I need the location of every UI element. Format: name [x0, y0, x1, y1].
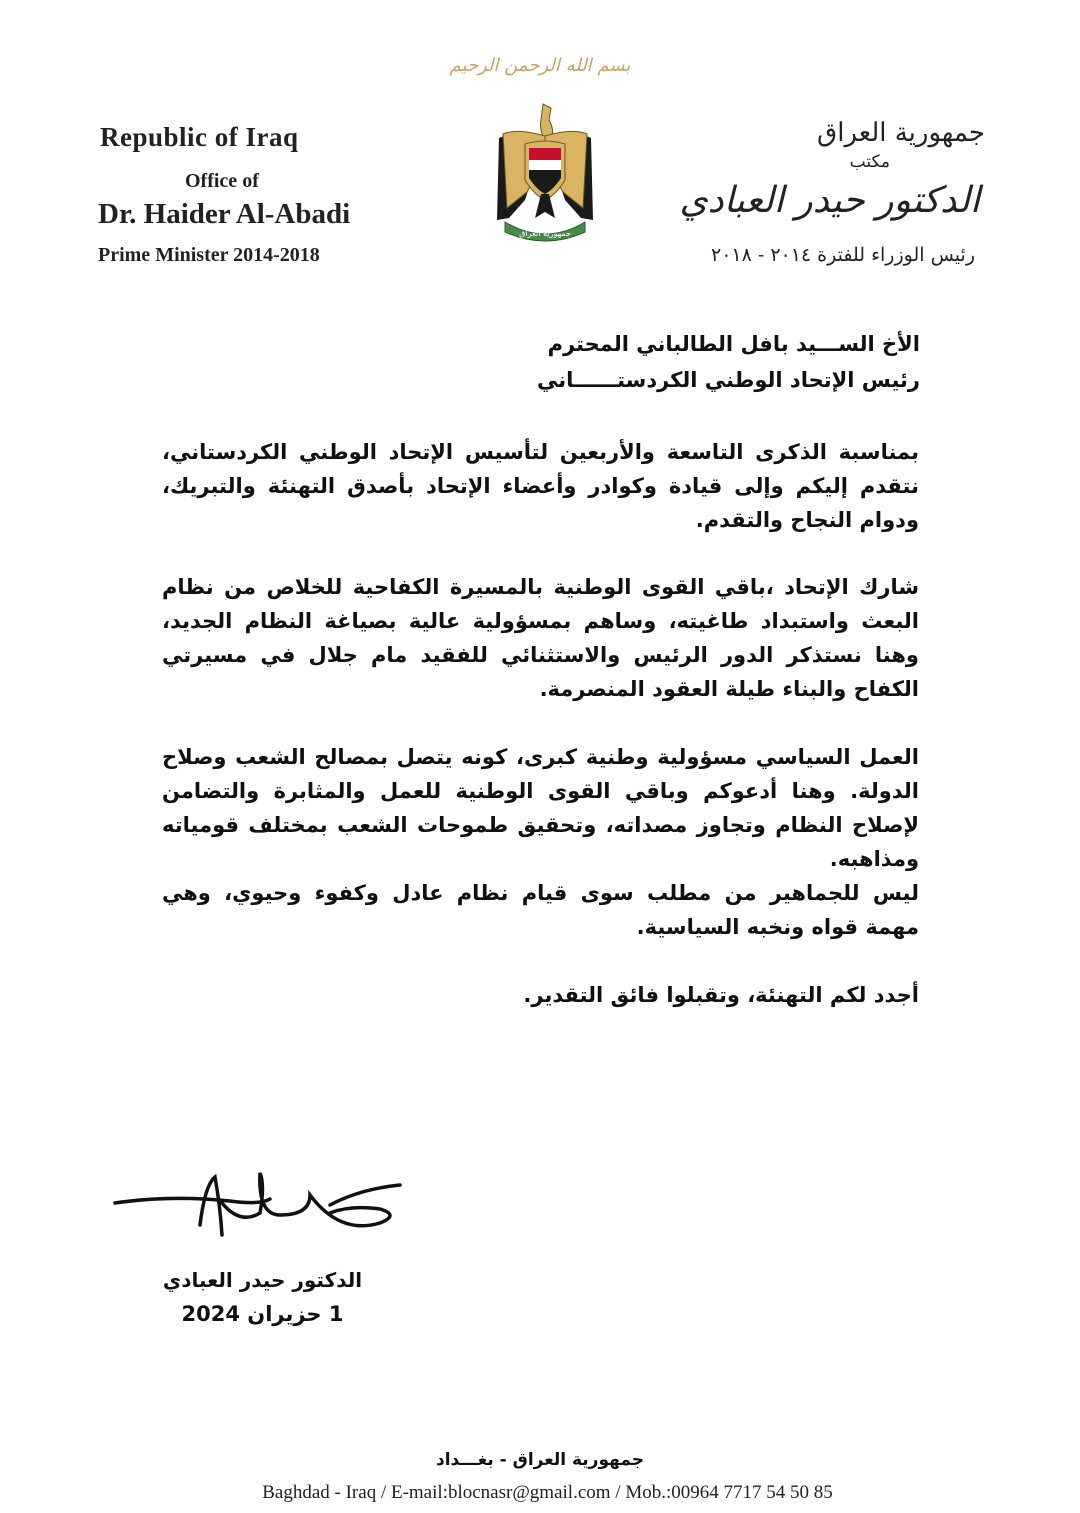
- letter-date: 1 حزيران 2024: [181, 1302, 344, 1326]
- letterhead-name-en: Dr. Haider Al-Abadi: [98, 198, 351, 230]
- handwritten-signature: [110, 1165, 410, 1255]
- emblem-label: جمهورية العراق: [519, 229, 571, 238]
- letter-paragraph: أجدد لكم التهنئة، وتقبلوا فائق التقدير.: [523, 983, 919, 1007]
- letter-paragraph: بمناسبة الذكرى التاسعة والأربعين لتأسيس الإتحاد الوطني الكردستاني، نتقدم إليكم وإلى قيادة وكوادر وأعضاء الإتحاد بأصدق التهنئة والتبريك، ودوام النجاح والتقدم.: [162, 440, 919, 532]
- letterhead-office-ar: مكتب: [849, 152, 890, 172]
- salutation-position: رئيس الإتحاد الوطني الكردستــــــاني: [537, 368, 920, 392]
- letter-paragraph: العمل السياسي مسؤولية وطنية كبرى، كونه يتصل بمصالح الشعب وصلاح الدولة. وهنا أدعوكم وباقي القوى الوطنية للعمل والمثابرة والتضامن لإصلاح النظام وتجاوز مصداته، وتحقيق طموحات الشعب بمختلف قومياته ومذاهبه.: [162, 745, 919, 871]
- letter-paragraph: شارك الإتحاد ،باقي القوى الوطنية بالمسيرة الكفاحية للخلاص من نظام البعث واستبداد طاغيته، وساهم بمسؤولية عالية بصياغة النظام الجديد، وهنا نستذكر الدور الرئيس والاستثنائي للفقيد مام جلال في مسيرتي الكفاح والبناء طيلة العقود المنصرمة.: [162, 575, 919, 701]
- basmala-calligraphy: بسم الله الرحمن الرحيم: [449, 55, 631, 76]
- letterhead-name-ar: الدكتور حيدر العبادي: [679, 180, 980, 221]
- letterhead-title-ar: رئيس الوزراء للفترة ٢٠١٤ - ٢٠١٨: [710, 244, 975, 266]
- signer-name: الدكتور حيدر العبادي: [162, 1268, 363, 1292]
- letter-paragraph: ليس للجماهير من مطلب سوى قيام نظام عادل وكفوء وحيوي، وهي مهمة قواه ونخبه السياسية.: [162, 881, 919, 939]
- letterhead-title-en: Prime Minister 2014-2018: [98, 244, 320, 266]
- letterhead-office-en: Office of: [185, 170, 259, 192]
- letterhead-country-en: Republic of Iraq: [100, 122, 299, 152]
- iraq-eagle-emblem-icon: [495, 100, 595, 248]
- letterhead-country-ar: جمهورية العراق: [817, 118, 985, 148]
- footer-address-ar: جمهورية العراق - بغـــداد: [435, 1450, 644, 1470]
- footer-contact-en: Baghdad - Iraq / E-mail:blocnasr@gmail.com / Mob.:00964 7717 54 50 85: [262, 1482, 833, 1503]
- salutation-recipient: الأخ الســـيد بافل الطالباني المحترم: [547, 332, 920, 356]
